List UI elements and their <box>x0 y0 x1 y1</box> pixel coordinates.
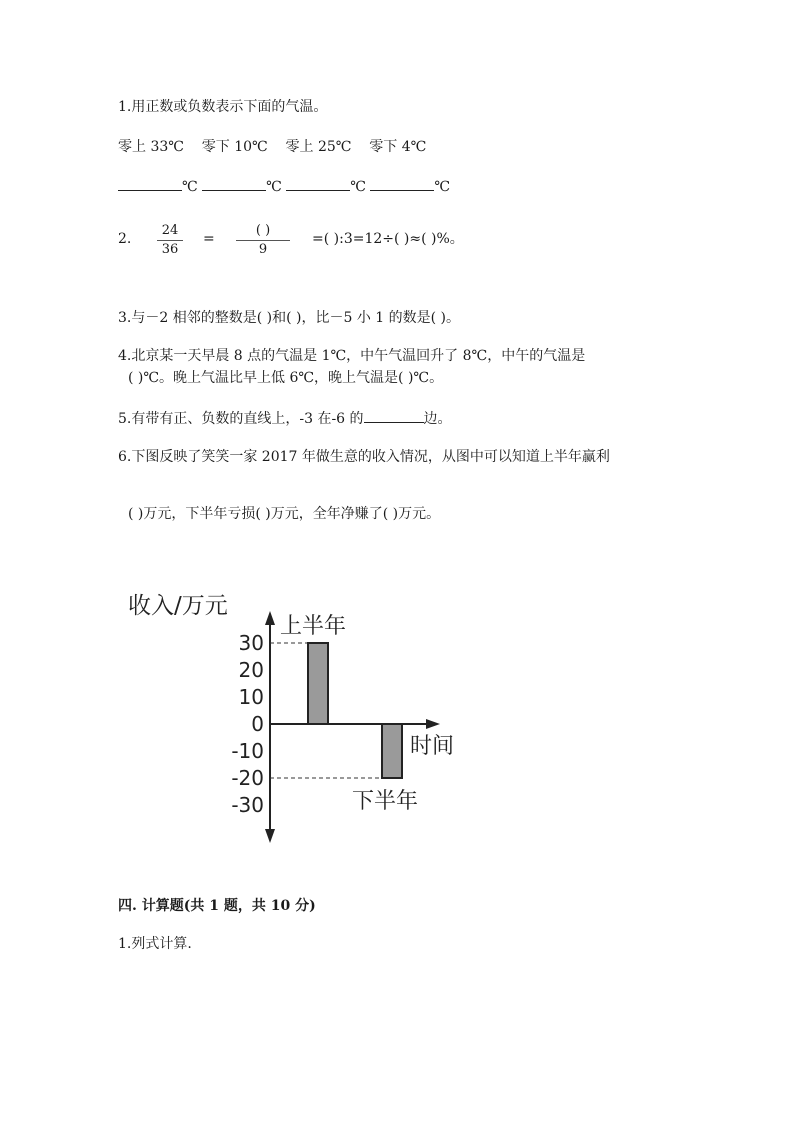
answer-blank[interactable] <box>286 176 350 191</box>
y-tick-label: 0 <box>251 712 264 736</box>
temp-3: 零上 25℃ <box>285 139 352 155</box>
answer-blank[interactable] <box>364 408 424 423</box>
y-tick-label: -30 <box>231 793 264 817</box>
fraction-numerator: 24 <box>161 223 179 238</box>
y-tick-label: 30 <box>238 631 264 655</box>
bar-1 <box>308 643 328 724</box>
q4-line2: ( )℃。晚上气温比早上低 6℃，晚上气温是( )℃。 <box>128 370 444 386</box>
temp-4: 零下 4℃ <box>369 139 427 155</box>
income-bar-chart <box>120 575 480 850</box>
q5-after: 边。 <box>423 411 452 427</box>
q6-line2: ( )万元，下半年亏损( )万元，全年净赚了( )万元。 <box>128 506 441 522</box>
x-axis-arrow <box>426 719 440 729</box>
y-axis-arrow-up <box>265 611 275 625</box>
temp-1: 零上 33℃ <box>118 139 184 155</box>
fraction-denominator: 36 <box>161 242 179 257</box>
unit: ℃ <box>182 179 198 195</box>
unit: ℃ <box>350 179 366 195</box>
unit: ℃ <box>266 179 282 195</box>
fraction-denominator: 9 <box>258 242 268 257</box>
q1-prompt: 1.用正数或负数表示下面的气温。 <box>118 99 328 115</box>
bar-2 <box>382 724 402 778</box>
answer-blank[interactable] <box>202 176 266 191</box>
q2-label: 2. <box>118 231 132 247</box>
q5-before: 5.有带有正、负数的直线上，-3 在-6 的 <box>118 411 364 427</box>
q3-text: 3.与－2 相邻的整数是( )和( )，比－5 小 1 的数是( )。 <box>118 310 461 326</box>
bar-category-label: 上半年 <box>280 614 347 639</box>
equals-sign: = <box>203 231 215 247</box>
section4-title: 四. 计算题(共 1 题，共 10 分) <box>118 898 316 914</box>
q4-line1: 4.北京某一天早晨 8 点的气温是 1℃，中午气温回升了 8℃，中午的气温是 <box>118 348 586 364</box>
bar-category-label: 下半年 <box>352 789 419 814</box>
temp-2: 零下 10℃ <box>201 139 268 155</box>
q5-text <box>118 408 452 429</box>
q1-temps <box>118 137 426 157</box>
q1-answer-blanks <box>118 176 450 197</box>
y-tick-label: -10 <box>231 739 264 763</box>
y-tick-label: -20 <box>231 766 264 790</box>
y-axis-label: 收入/万元 <box>128 593 228 619</box>
y-axis-arrow-down <box>265 829 275 843</box>
fraction-numerator[interactable]: ( ) <box>255 223 271 238</box>
fraction-bar <box>236 240 290 241</box>
q6-line1: 6.下图反映了笑笑一家 2017 年做生意的收入情况，从图中可以知道上半年赢利 <box>118 449 610 465</box>
s4q1-text: 1.列式计算. <box>118 936 192 952</box>
fraction-bar <box>157 240 183 241</box>
fraction-24-36 <box>157 223 183 258</box>
y-tick-label: 20 <box>238 658 264 682</box>
x-axis-label: 时间 <box>410 734 455 759</box>
answer-blank[interactable] <box>118 176 182 191</box>
fraction-blank-9 <box>236 223 290 258</box>
y-tick-label: 10 <box>238 685 264 709</box>
unit: ℃ <box>434 179 451 195</box>
q2-ratio-text: =( ):3=12÷( )≈( )%。 <box>312 231 464 247</box>
answer-blank[interactable] <box>370 176 434 191</box>
